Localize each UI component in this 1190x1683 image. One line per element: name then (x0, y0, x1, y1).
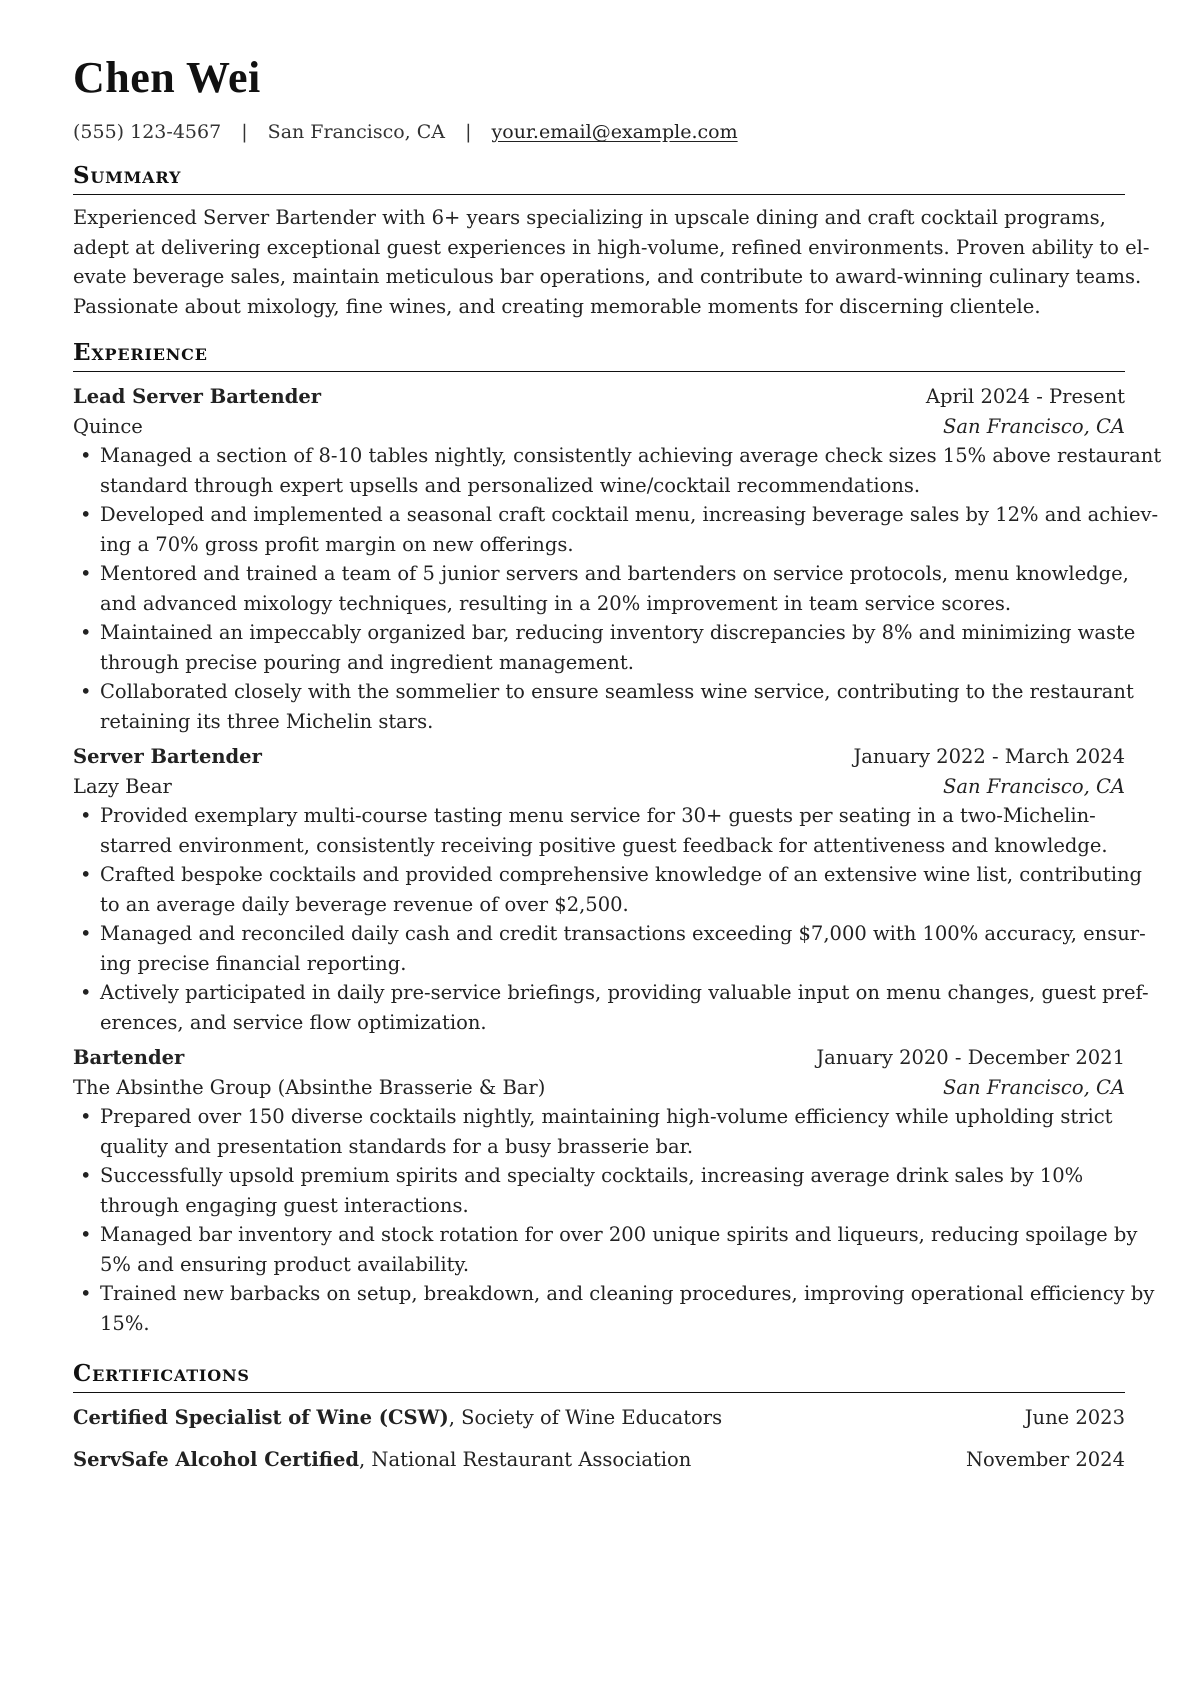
summary-paragraph (73, 203, 1150, 321)
bullet-line: 15%. (100, 1311, 150, 1335)
bullet-line: to an average daily beverage revenue of over $2,500. (100, 892, 629, 916)
bullet-line: quality and presentation standards for a busy brasserie bar. (100, 1134, 694, 1158)
certification-text (73, 1403, 722, 1433)
candidate-name: Chen Wei (73, 53, 261, 102)
bullet-line: • Collaborated closely with the sommelier to ensure seamless wine service, contributing to the restaurant (100, 680, 1134, 703)
job-dates: January 2022 - March 2024 (853, 745, 1125, 768)
job-header-row (73, 742, 1125, 772)
email-link[interactable]: your.email@example.com (491, 121, 738, 143)
company-name: Lazy Bear (73, 774, 172, 798)
bullet-line: ing a 70% gross profit margin on new offerings. (100, 532, 574, 556)
certifications-heading: Certifications (73, 1360, 1125, 1393)
company-name: The Absinthe Group (Absinthe Brasserie & Bar) (73, 1075, 546, 1099)
job-location: San Francisco, CA (942, 774, 1125, 798)
certification-issuer: , National Restaurant Association (359, 1447, 692, 1471)
certification-name: Certified Specialist of Wine (CSW) (73, 1406, 449, 1429)
job-dates: January 2020 - December 2021 (816, 1046, 1125, 1069)
phone-number: (555) 123-4567 (73, 121, 222, 143)
bullet-item (73, 1161, 1125, 1220)
bullet-line: • Prepared over 150 diverse cocktails nightly, maintaining high-volume efficiency while upholding strict (100, 1105, 1113, 1128)
summary-line: Passionate about mixology, fine wines, and creating memorable moments for discerning clientele. (73, 294, 1041, 318)
experience-list (73, 382, 1162, 1338)
summary-heading: Summary (73, 162, 1125, 195)
certification-date: November 2024 (965, 1447, 1125, 1471)
certification-text (73, 1445, 691, 1475)
bullet-line: • Actively participated in daily pre-service briefings, providing valuable input on menu changes, guest pref- (100, 981, 1149, 1004)
bullet-line: through precise pouring and ingredient management. (100, 650, 634, 674)
job-header-row (73, 1043, 1125, 1073)
bullet-item (73, 677, 1134, 736)
certifications-list (73, 1403, 1125, 1474)
job-bullets (73, 801, 1149, 1037)
bullet-line: • Managed bar inventory and stock rotation for over 200 unique spirits and liqueurs, reducing spoilage by (100, 1223, 1138, 1246)
job-location: San Francisco, CA (942, 1075, 1125, 1099)
contact-separator: | (241, 121, 248, 143)
company-name: Quince (73, 414, 143, 438)
bullet-line: starred environment, consistently receiving positive guest feedback for attentiveness and knowledge. (100, 833, 1108, 857)
bullet-line: and advanced mixology techniques, resulting in a 20% improvement in team service scores. (100, 591, 1012, 615)
job-dates: April 2024 - Present (925, 385, 1125, 408)
contact-separator: | (465, 121, 472, 143)
job-entry (73, 382, 1162, 736)
bullet-item (73, 801, 1125, 860)
bullet-item (73, 860, 1143, 919)
bullet-line: ing precise financial reporting. (100, 951, 407, 975)
job-location: San Francisco, CA (942, 414, 1125, 438)
bullet-line: • Mentored and trained a team of 5 junior servers and bartenders on service protocols, menu knowledge, (100, 562, 1129, 585)
bullet-line: • Crafted bespoke cocktails and provided comprehensive knowledge of an extensive wine list, contributing (100, 863, 1143, 886)
job-title: Lead Server Bartender (73, 385, 322, 408)
job-entry (73, 1043, 1155, 1338)
bullet-item (73, 978, 1149, 1037)
bullet-line: • Managed a section of 8-10 tables nightly, consistently achieving average check sizes 15% above restaurant (100, 444, 1162, 467)
experience-heading: Experience (73, 339, 1125, 372)
job-company-row (73, 772, 1125, 802)
bullet-item (73, 1102, 1125, 1161)
job-title: Bartender (73, 1046, 185, 1069)
job-company-row (73, 1073, 1125, 1103)
job-company-row (73, 412, 1125, 442)
summary-line: evate beverage sales, maintain meticulous bar operations, and contribute to award-winning culinary teams. (73, 265, 1142, 288)
bullet-line: • Maintained an impeccably organized bar, reducing inventory discrepancies by 8% and minimizing waste (100, 621, 1136, 644)
certification-item (73, 1445, 1125, 1475)
job-bullets (73, 1102, 1155, 1338)
summary-line: Experienced Server Bartender with 6+ years specializing in upscale dining and craft cocktail programs, (73, 206, 1106, 229)
bullet-line: • Successfully upsold premium spirits and specialty cocktails, increasing average drink sales by 10% (100, 1164, 1084, 1187)
bullet-line: 5% and ensuring product availability. (100, 1252, 470, 1276)
bullet-item (73, 500, 1159, 559)
bullet-line: • Trained new barbacks on setup, breakdown, and cleaning procedures, improving operational efficiency by (100, 1282, 1155, 1305)
bullet-line: through engaging guest interactions. (100, 1193, 469, 1217)
bullet-line: • Managed and reconciled daily cash and credit transactions exceeding $7,000 with 100% accuracy, ensur- (100, 922, 1146, 945)
bullet-item (73, 1220, 1138, 1279)
bullet-line: erences, and service flow optimization. (100, 1010, 487, 1034)
bullet-line: retaining its three Michelin stars. (100, 709, 434, 733)
bullet-item (73, 919, 1146, 978)
job-title: Server Bartender (73, 745, 262, 768)
job-entry (73, 742, 1149, 1037)
certification-date: June 2023 (1024, 1406, 1125, 1429)
bullet-item (73, 559, 1129, 618)
resume-page (73, 53, 1162, 1486)
certification-name: ServSafe Alcohol Certified (73, 1447, 360, 1471)
bullet-item (73, 441, 1162, 500)
summary-line: adept at delivering exceptional guest experiences in high-volume, refined environments. Proven ability to el- (73, 235, 1150, 259)
job-bullets (73, 441, 1162, 736)
certification-issuer: , Society of Wine Educators (448, 1406, 723, 1429)
bullet-line: • Provided exemplary multi-course tasting menu service for 30+ guests per seating in a two-Michelin- (100, 804, 1096, 827)
job-header-row (73, 382, 1125, 412)
bullet-item (73, 618, 1136, 677)
bullet-line: standard through expert upsells and personalized wine/cocktail recommendations. (100, 473, 921, 497)
bullet-item (73, 1279, 1155, 1338)
location-text: San Francisco, CA (267, 121, 446, 143)
certification-item (73, 1403, 1125, 1433)
bullet-line: • Developed and implemented a seasonal craft cocktail menu, increasing beverage sales by 12% and achiev- (100, 503, 1159, 526)
contact-line (73, 120, 1125, 144)
